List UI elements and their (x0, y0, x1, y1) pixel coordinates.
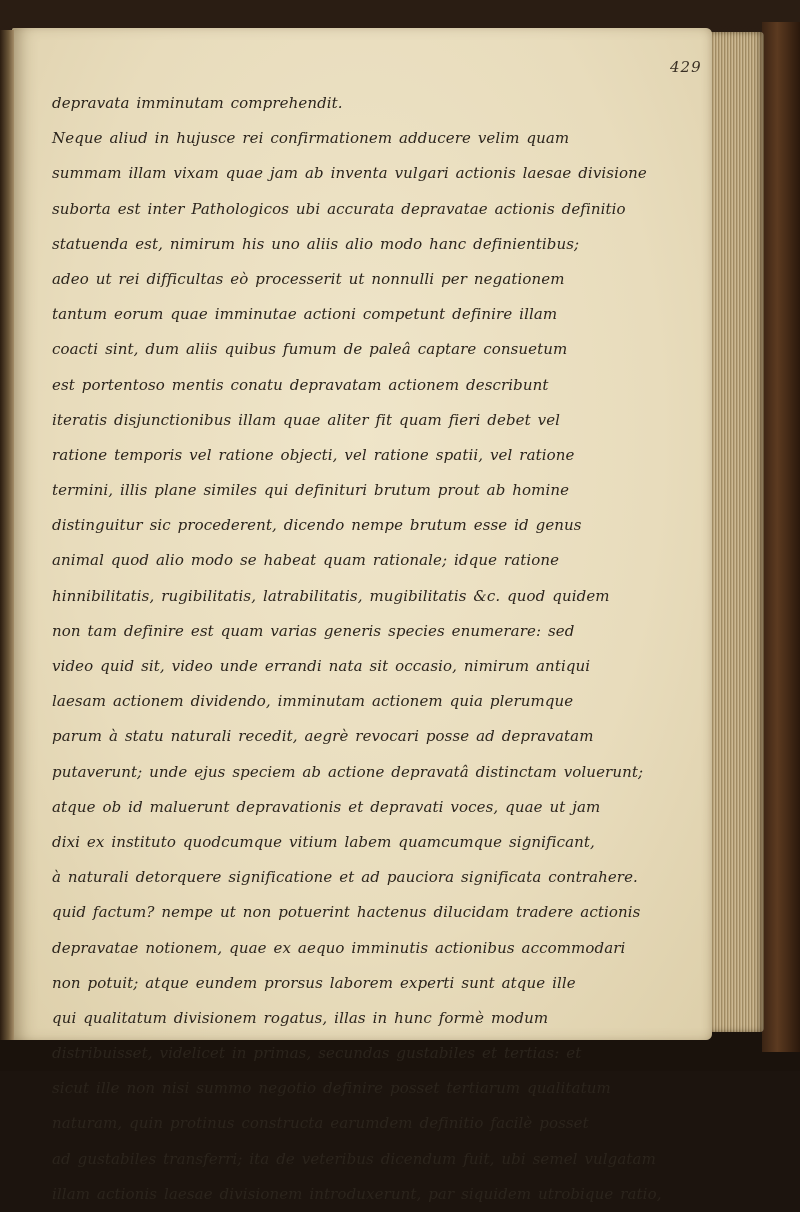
manuscript-line: sicut ille non nisi summo negotio definire posset tertiarum qualitatum (52, 1079, 611, 1098)
manuscript-line: illam actionis laesae divisionem introduxerunt, par siquidem utrobique ratio, (52, 1184, 662, 1203)
book-gutter (0, 30, 14, 1040)
manuscript-line: iteratis disjunctionibus illam quae aliter fit quam fieri debet vel (52, 410, 561, 429)
manuscript-line: naturam, quin protinus constructa earumdem definitio facilè posset (52, 1114, 589, 1133)
manuscript-line: Neque aliud in hujusce rei confirmationem adducere velim quam (52, 129, 570, 148)
page-number: 429 (670, 58, 702, 76)
manuscript-line: atque ob id maluerunt depravationis et depravati voces, quae ut jam (52, 797, 601, 816)
manuscript-line: putaverunt; unde ejus speciem ab actione depravatâ distinctam voluerunt; (52, 762, 644, 781)
manuscript-line: ad gustabiles transferri; ita de veteribus dicendum fuit, ubi semel vulgatam (52, 1149, 656, 1168)
manuscript-line: distinguitur sic procederent, dicendo nempe brutum esse id genus (52, 516, 582, 535)
manuscript-line: dixi ex instituto quodcumque vitium labem quamcumque significant, (52, 832, 595, 851)
manuscript-line: hinnibilitatis, rugibilitatis, latrabilitatis, mugibilitatis &c. quod quidem (52, 586, 610, 605)
manuscript-line: statuenda est, nimirum his uno aliis alio modo hanc definientibus; (52, 234, 580, 253)
manuscript-line: à naturali detorquere significatione et ad pauciora significata contrahere. (52, 868, 638, 887)
manuscript-line: non potuit; atque eundem prorsus laborem experti sunt atque ille (52, 973, 576, 992)
manuscript-line: summam illam vixam quae jam ab inventa vulgari actionis laesae divisione (52, 164, 647, 183)
manuscript-line: tantum eorum quae imminutae actioni competunt definire illam (52, 305, 558, 324)
manuscript-line: non tam definire est quam varias generis species enumerare: sed (52, 621, 575, 640)
manuscript-line: quid factum? nempe ut non potuerint hactenus dilucidam tradere actionis (52, 903, 641, 922)
manuscript-line: video quid sit, video unde errandi nata sit occasio, nimirum antiqui (52, 657, 591, 675)
manuscript-line: depravatae notionem, quae ex aequo imminutis actionibus accommodari (52, 938, 626, 957)
manuscript-line: qui qualitatum divisionem rogatus, illas in hunc formè modum (52, 1008, 549, 1027)
manuscript-line: coacti sint, dum aliis quibus fumum de paleâ captare consuetum (52, 340, 568, 359)
manuscript-text (52, 86, 672, 1212)
book-cover-edge (762, 22, 800, 1052)
manuscript-line: parum à statu naturali recedit, aegrè revocari posse ad depravatam (52, 727, 594, 746)
manuscript-line: termini, illis plane similes qui definituri brutum prout ab homine (52, 481, 570, 500)
manuscript-line: laesam actionem dividendo, imminutam actionem quia plerumque (52, 692, 574, 711)
manuscript-line: est portentoso mentis conatu depravatam actionem describunt (52, 375, 549, 394)
manuscript-line: distribuisset, videlicet in primas, secundas gustabiles et tertias: et (52, 1044, 582, 1063)
manuscript-page (12, 28, 712, 1203)
manuscript-line: suborta est inter Pathologicos ubi accurata depravatae actionis definitio (52, 199, 626, 218)
page-stack-edge (708, 32, 764, 1032)
manuscript-line: depravata imminutam comprehendit. (52, 94, 343, 112)
manuscript-line: adeo ut rei difficultas eò processerit ut nonnulli per negationem (52, 269, 565, 288)
manuscript-line: ratione temporis vel ratione objecti, vel ratione spatii, vel ratione (52, 445, 575, 464)
manuscript-line: animal quod alio modo se habeat quam rationale; idque ratione (52, 551, 560, 570)
